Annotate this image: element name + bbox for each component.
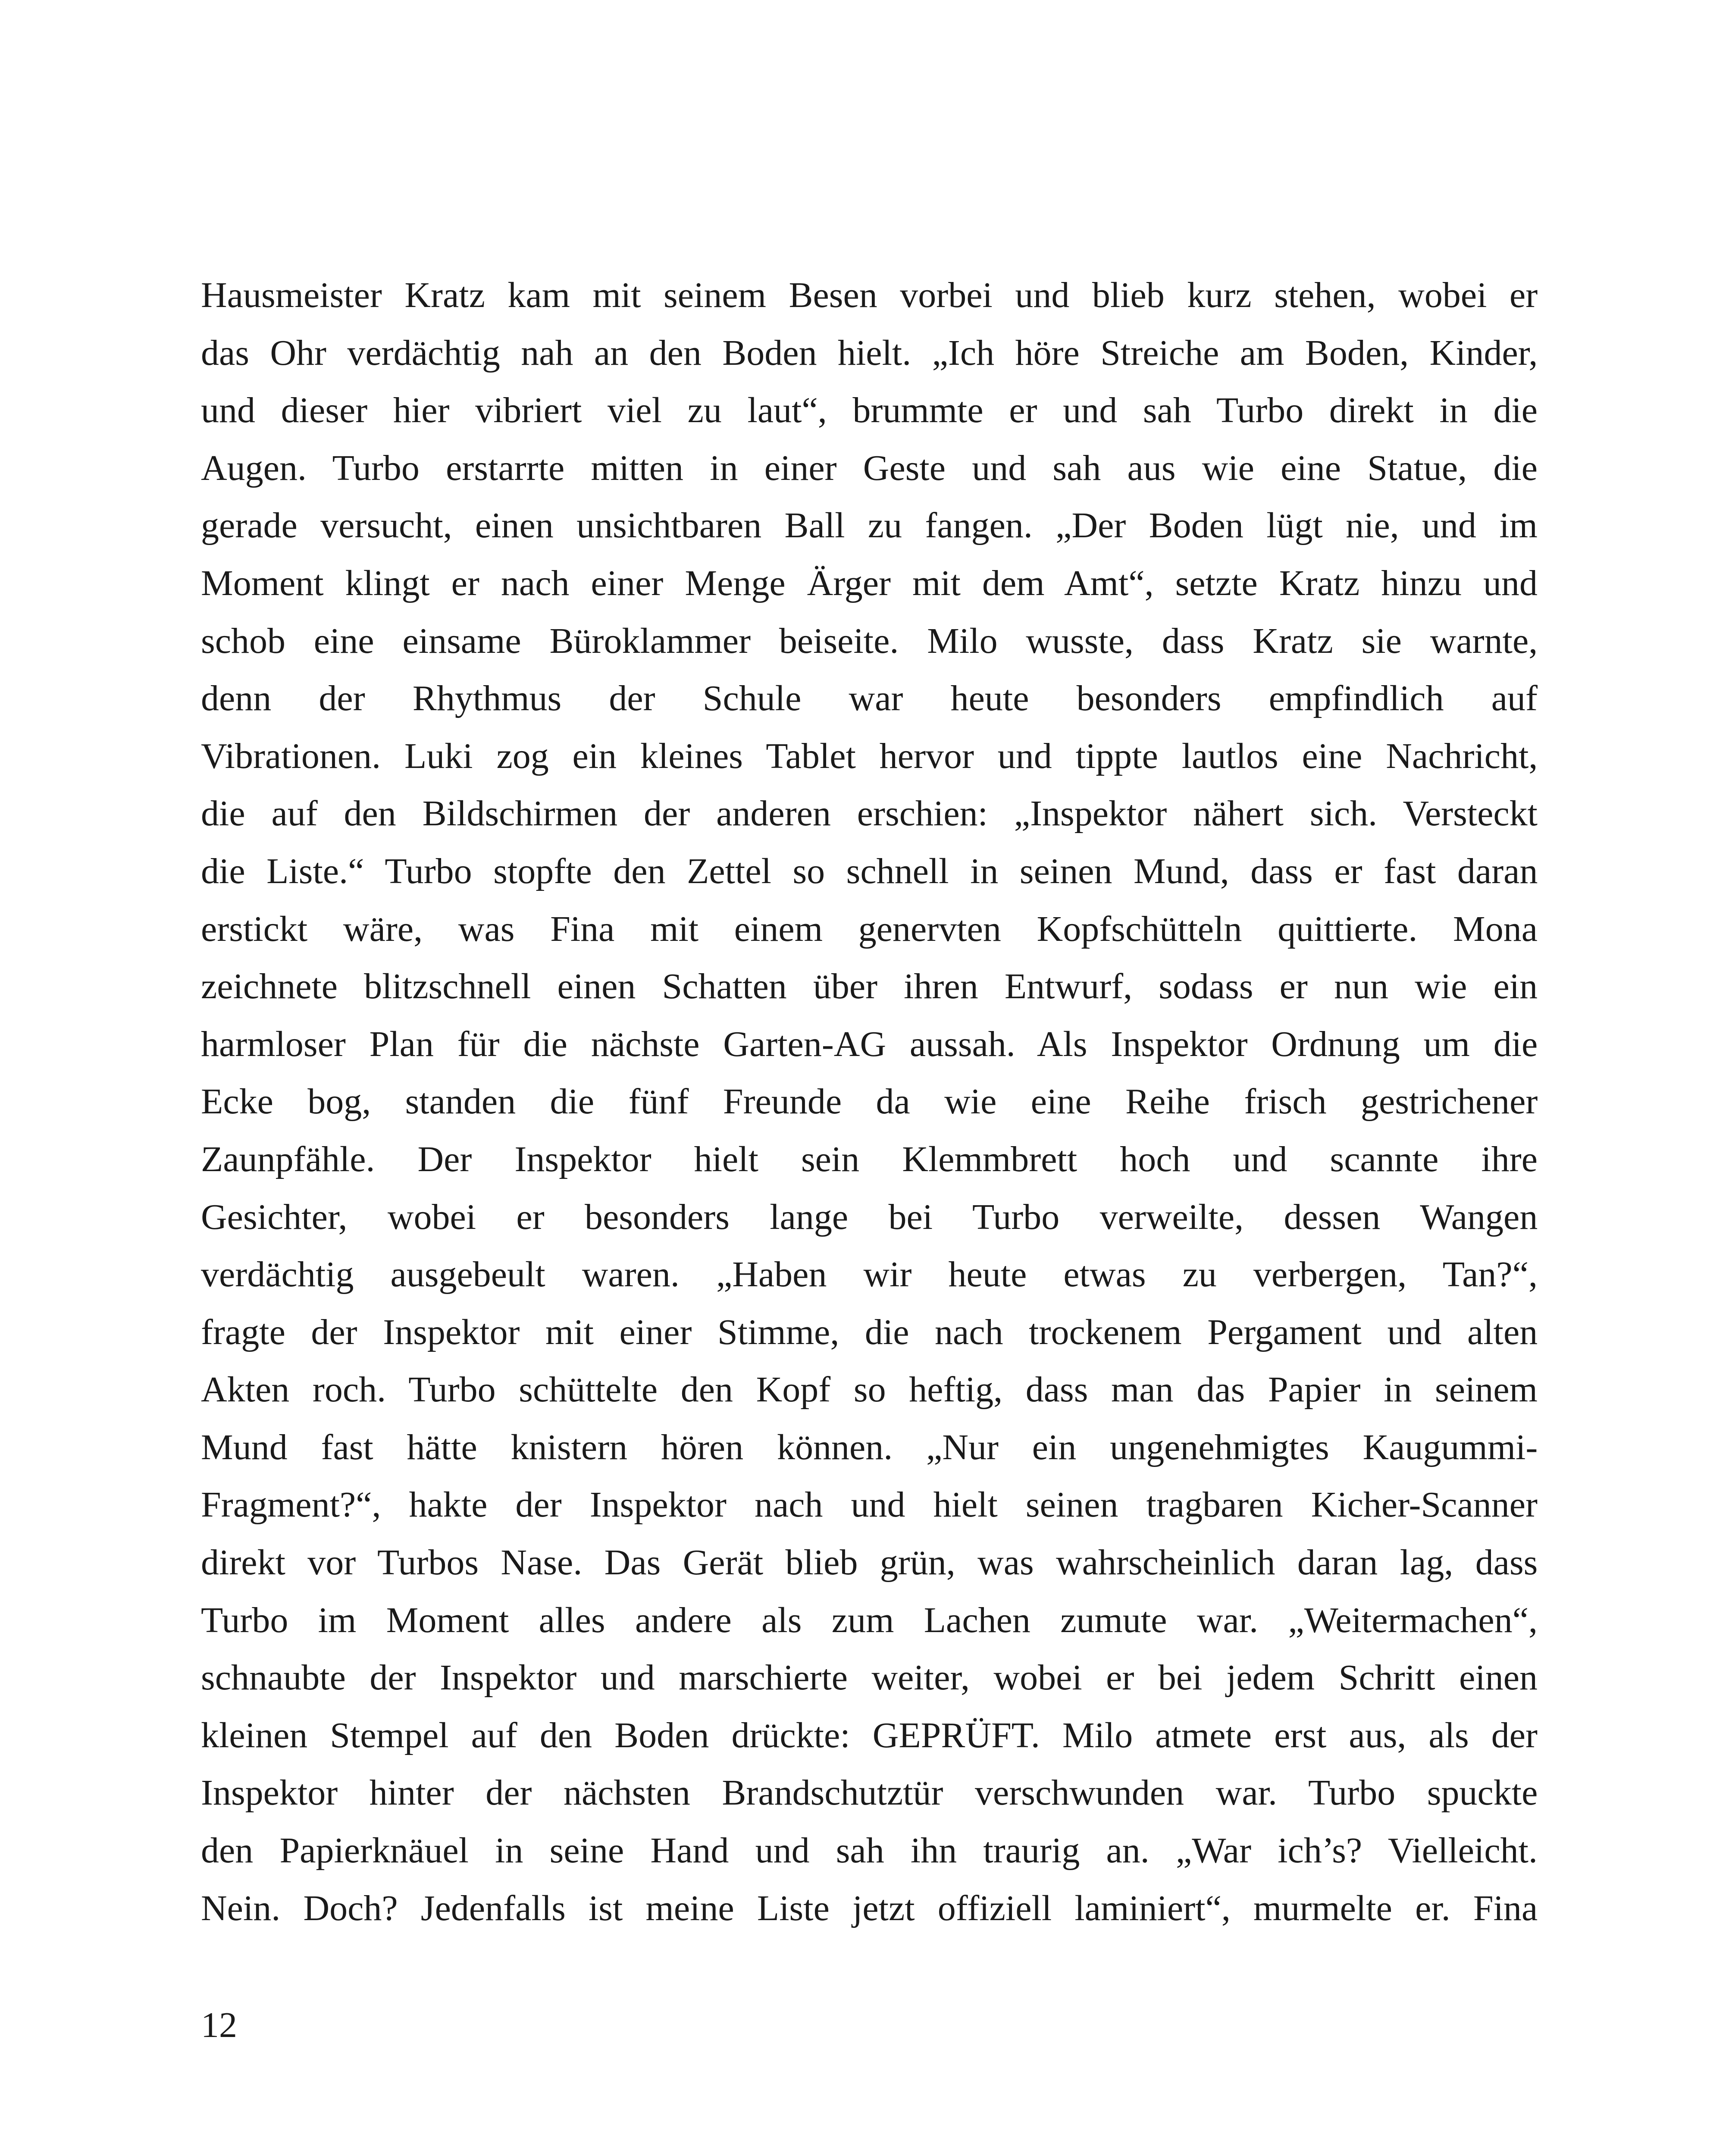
text-line: Zaunpfähle. Der Inspektor hielt sein Klemmbrett hoch und scannte ihre [201,1139,1538,1179]
text-line: Moment klingt er nach einer Menge Ärger mit dem Amt“, setzte Kratz hinzu und [201,563,1538,603]
text-line: die auf den Bildschirmen der anderen erschien: „Inspektor nähert sich. Versteckt [201,793,1538,834]
text-line: gerade versucht, einen unsichtbaren Ball zu fangen. „Der Boden lügt nie, und im [201,505,1538,546]
text-line: Fragment?“, hakte der Inspektor nach und hielt seinen tragbaren Kicher-Scanner [201,1485,1538,1525]
text-line: schnaubte der Inspektor und marschierte weiter, wobei er bei jedem Schritt einen [201,1658,1538,1698]
text-line: Augen. Turbo erstarrte mitten in einer Geste und sah aus wie eine Statue, die [201,448,1538,488]
text-line: harmloser Plan für die nächste Garten-AG aussah. Als Inspektor Ordnung um die [201,1024,1538,1064]
page-number: 12 [201,2005,237,2045]
text-line: Vibrationen. Luki zog ein kleines Tablet hervor und tippte lautlos eine Nachricht, [201,736,1538,776]
text-line: Gesichter, wobei er besonders lange bei Turbo verweilte, dessen Wangen [201,1197,1538,1237]
text-line: und dieser hier vibriert viel zu laut“, brummte er und sah Turbo direkt in die [201,390,1538,431]
text-line: Ecke bog, standen die fünf Freunde da wie eine Reihe frisch gestrichener [201,1081,1538,1122]
text-line: Turbo im Moment alles andere als zum Lachen zumute war. „Weitermachen“, [201,1600,1538,1640]
text-line: zeichnete blitzschnell einen Schatten über ihren Entwurf, sodass er nun wie ein [201,966,1538,1007]
text-line: fragte der Inspektor mit einer Stimme, die nach trockenem Pergament und alten [201,1312,1538,1352]
body-paragraph [201,266,1538,1937]
text-line: direkt vor Turbos Nase. Das Gerät blieb grün, was wahrscheinlich daran lag, dass [201,1542,1538,1583]
text-line: schob eine einsame Büroklammer beiseite. Milo wusste, dass Kratz sie warnte, [201,620,1538,661]
text-line: Inspektor hinter der nächsten Brandschutztür verschwunden war. Turbo spuckte [201,1773,1538,1813]
text-line: den Papierknäuel in seine Hand und sah ihn traurig an. „War ich’s? Vielleicht. [201,1830,1538,1871]
text-line: die Liste.“ Turbo stopfte den Zettel so schnell in seinen Mund, dass er fast daran [201,851,1538,891]
text-line: denn der Rhythmus der Schule war heute besonders empfindlich auf [201,678,1538,719]
text-line: kleinen Stempel auf den Boden drückte: GEPRÜFT. Milo atmete erst aus, als der [201,1715,1538,1755]
text-line: Mund fast hätte knistern hören können. „Nur ein ungenehmigtes Kaugummi- [201,1427,1538,1467]
text-line: Hausmeister Kratz kam mit seinem Besen vorbei und blieb kurz stehen, wobei er [201,275,1538,315]
text-line: Nein. Doch? Jedenfalls ist meine Liste jetzt offiziell laminiert“, murmelte er. Fina [201,1888,1538,1928]
text-line: erstickt wäre, was Fina mit einem genervten Kopfschütteln quittierte. Mona [201,909,1538,949]
text-line: Akten roch. Turbo schüttelte den Kopf so heftig, dass man das Papier in seinem [201,1369,1538,1410]
text-line: verdächtig ausgebeult waren. „Haben wir heute etwas zu verbergen, Tan?“, [201,1254,1538,1295]
text-line: das Ohr verdächtig nah an den Boden hielt. „Ich höre Streiche am Boden, Kinder, [201,332,1538,373]
